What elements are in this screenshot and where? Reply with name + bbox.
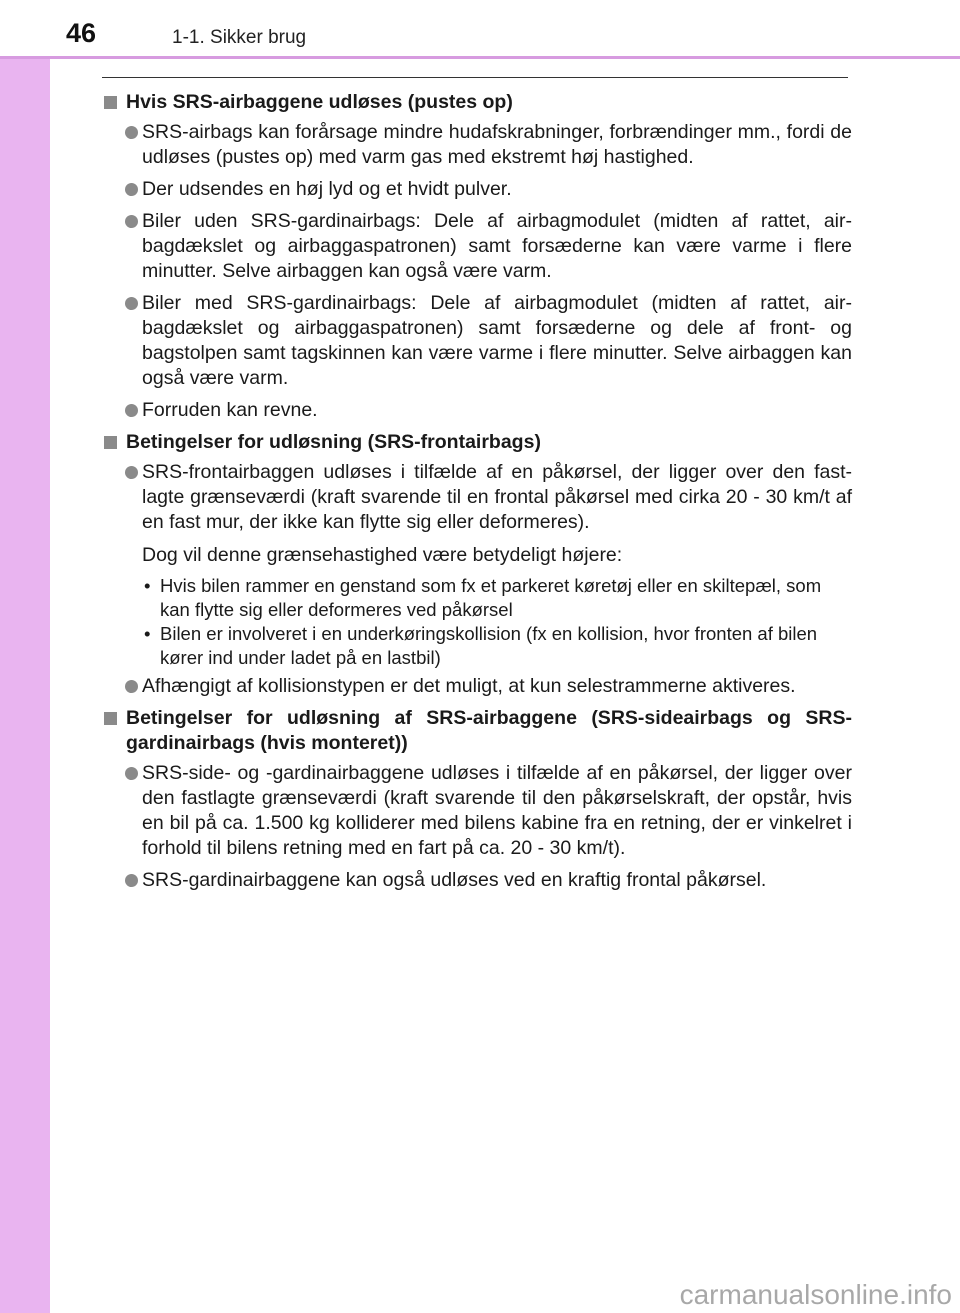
item-text: SRS-gardinairbaggene kan også udløses ved en kraftig frontal påkørsel. — [142, 869, 767, 891]
heading-text: Betingelser for udløsning (SRS-frontairbags) — [126, 431, 541, 453]
circle-bullet-icon — [125, 215, 138, 228]
header-divider — [0, 56, 960, 59]
heading-text: Hvis SRS-airbaggene udløses (pustes op) — [126, 91, 513, 113]
list-item — [104, 460, 852, 535]
sub-item-text: Bilen er involveret i en underkøringskollision (fx en kollision, hvor fronten af bilen kører ind under ladet på en lastbil) — [160, 623, 818, 668]
sub-list-item — [104, 574, 852, 622]
item-text: Afhængigt af kollisionstypen er det muligt, at kun selestrammerne aktiveres. — [142, 675, 796, 697]
section-heading — [104, 706, 852, 756]
item-text: Biler med SRS-gardinairbags: Dele af airbagmodulet (midten af rattet, air-bagdækslet og airbaggaspatronen) samt forsæderne og dele af front- og bagstolpen samt tagskinnen kan være varme i flere minutter. Selve airbaggen kan også være varm. — [142, 292, 852, 389]
list-item — [104, 209, 852, 284]
circle-bullet-icon — [125, 874, 138, 887]
dot-marker-icon: • — [144, 623, 151, 644]
dot-marker-icon: • — [144, 575, 151, 596]
item-text: Biler uden SRS-gardinairbags: Dele af airbagmodulet (midten af rattet, air-bagdækslet og airbaggaspatronen) samt forsæderne kan være varme i flere minutter. Selve airbaggen kan også være varm. — [142, 210, 852, 282]
list-item — [104, 291, 852, 391]
circle-bullet-icon — [125, 680, 138, 693]
list-item — [104, 761, 852, 861]
content-rule — [102, 77, 848, 78]
circle-bullet-icon — [125, 297, 138, 310]
list-item — [104, 674, 852, 699]
item-text: SRS-frontairbaggen udløses i tilfælde af en påkørsel, der ligger over den fast-lagte grænseværdi (kraft svarende til en frontal påkørsel med cirka 20 - 30 km/t af en fast mur, der ikke kan flytte sig eller deformeres). — [142, 461, 852, 533]
square-bullet-icon — [104, 96, 117, 109]
watermark: carmanualsonline.info — [679, 1279, 952, 1310]
list-item — [104, 398, 852, 423]
item-text: Forruden kan revne. — [142, 399, 318, 421]
heading-text: Betingelser for udløsning af SRS-airbaggene (SRS-sideairbags og SRS-gardinairbags (hvis monteret)) — [126, 707, 852, 754]
item-text: SRS-side- og -gardinairbaggene udløses i tilfælde af en påkørsel, der ligger over den fastlagte grænseværdi (kraft svarende til den påkørselskraft, der opstår, hvis en bil på ca. 1.500 kg kolliderer med bilens kabine fra en retning, der er vinkelret i forhold til bilens retning med en fart på ca. 20 - 30 km/t). — [142, 762, 852, 859]
page-number: 46 — [66, 18, 97, 48]
square-bullet-icon — [104, 712, 117, 725]
sub-list-item — [104, 622, 852, 670]
section-heading — [104, 90, 852, 115]
circle-bullet-icon — [125, 767, 138, 780]
page-header — [0, 0, 960, 58]
item-text: Der udsendes en høj lyd og et hvidt pulver. — [142, 178, 512, 200]
list-item — [104, 868, 852, 893]
circle-bullet-icon — [125, 466, 138, 479]
circle-bullet-icon — [125, 404, 138, 417]
section-heading — [104, 430, 852, 455]
circle-bullet-icon — [125, 183, 138, 196]
item-text: SRS-airbags kan forårsage mindre hudafskrabninger, forbrændinger mm., fordi de udløses (pustes op) med varm gas med ekstremt høj hastighed. — [142, 121, 852, 168]
list-item — [104, 120, 852, 170]
side-color-strip — [0, 0, 50, 1313]
note-text: Dog vil denne grænsehastighed være betydeligt højere: — [142, 544, 623, 566]
page-content — [104, 90, 852, 900]
circle-bullet-icon — [125, 126, 138, 139]
list-item — [104, 177, 852, 202]
section-title: 1-1. Sikker brug — [172, 27, 307, 48]
sub-item-text: Hvis bilen rammer en genstand som fx et parkeret køretøj eller en skiltepæl, som kan flytte sig eller deformeres ved påkørsel — [160, 575, 822, 620]
square-bullet-icon — [104, 436, 117, 449]
